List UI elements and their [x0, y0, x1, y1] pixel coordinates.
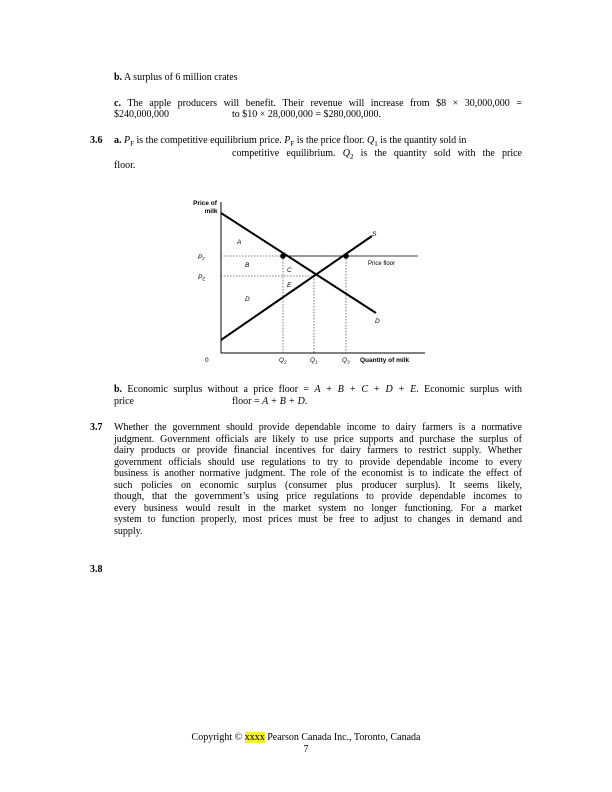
- area-b-label: B: [245, 262, 250, 269]
- pf-tick-label: $P_F$: [198, 254, 206, 262]
- page-number: 7: [303, 744, 309, 755]
- q37-line: government officials should use regulations to try to provide dependable income to every: [114, 456, 522, 468]
- q36-b-line1: [114, 384, 522, 396]
- answer-b: [114, 72, 238, 84]
- q37-line: though, that the government’s using price regulations to provide dependable incomes to: [114, 491, 522, 502]
- origin-label: 0: [205, 357, 209, 364]
- q36-b-line2a: price: [114, 396, 134, 407]
- q37-line: system to function properly, most prices must be free to adjust to changes in demand and: [114, 514, 522, 525]
- q36-b-text-3: floor =: [232, 396, 263, 407]
- y-axis-title-line2: milk: [204, 208, 218, 215]
- q1-tick-label: $Q_1$: [310, 357, 318, 365]
- floor-demand-point: [280, 253, 286, 259]
- answer-c-line2b: to $10 × 28,000,000 = $280,000,000.: [232, 109, 382, 120]
- q36-b-formula-2: A + B + D: [262, 396, 305, 407]
- q37-line: business is another normative judgment. The role of the economist is to indicate the effect of: [114, 468, 522, 479]
- q37-line: such policies on economic surplus (consumer plus producer surplus). It seems likely,: [114, 479, 522, 491]
- q36-a-line2: [232, 148, 522, 164]
- answer-c-line1: [114, 98, 522, 110]
- q2-tick-label: $Q_2$: [279, 357, 287, 365]
- answer-c-text: The apple producers will benefit. Their revenue will increase from $8 × 30,000,000 =: [127, 98, 522, 109]
- q36-b-text-2: . Economic surplus with: [416, 384, 523, 395]
- y-axis-title-line1: Price of: [193, 200, 217, 207]
- demand-label: D: [375, 318, 380, 325]
- q36-a-text-2: is the price floor.: [294, 135, 368, 146]
- q37-line: every business would result in the market system no longer functioning. For a market: [114, 502, 522, 514]
- area-c-label: C: [287, 267, 292, 274]
- answer-c-line2a: $240,000,000: [114, 109, 169, 120]
- q36-a-text-4: competitive equilibrium.: [232, 148, 343, 159]
- area-a-label: A: [237, 239, 242, 246]
- q36-a-text-1: is the competitive equilibrium price.: [134, 135, 285, 146]
- floor-supply-point: [343, 253, 349, 259]
- area-d-label: D: [245, 296, 250, 303]
- question-number-3-6: 3.6: [90, 135, 103, 146]
- symbol-pf: P: [284, 135, 291, 146]
- supply-curve: [221, 236, 372, 340]
- question-number-3-7: 3.7: [90, 422, 103, 433]
- q37-line: supply.: [114, 525, 143, 537]
- answer-b-label: b.: [114, 72, 123, 83]
- q36-a-line3: floor.: [114, 160, 136, 171]
- symbol-q2: Q: [342, 148, 350, 159]
- q37-line: judgment. Government officials are likely to use price supports and purchase the surplus of: [114, 433, 522, 445]
- q3-tick-label: $Q_3$: [342, 357, 350, 365]
- q36-a-text-5: is the quantity sold with the price: [353, 148, 522, 159]
- q36-a-text-3: is the quantity sold in: [377, 135, 467, 146]
- symbol-q1: Q: [367, 135, 375, 146]
- symbol-pe: P: [124, 135, 131, 146]
- price-floor-diagram: [180, 192, 440, 372]
- answer-b-text: A surplus of 6 million crates: [124, 72, 238, 83]
- symbol-q1-sub: 1: [374, 140, 378, 148]
- q36-a-label: a.: [114, 135, 122, 146]
- q37-line: Whether the government should provide dependable income to dairy farmers is a normative: [114, 422, 522, 433]
- area-e-label: E: [287, 282, 292, 289]
- q37-paragraph: [114, 422, 522, 537]
- q36-b-line2b: [232, 396, 307, 408]
- q37-line: dairy products or provide financial incentives for dairy farmers to restrict supply. Whether: [114, 445, 522, 456]
- symbol-pe-sub: F: [130, 140, 135, 148]
- symbol-q2-sub: 2: [349, 153, 354, 161]
- q36-b-text-1: Economic surplus without a price floor =: [127, 384, 315, 395]
- q36-b-text-4: .: [304, 396, 308, 407]
- x-axis-title: Quantity of milk: [360, 357, 410, 364]
- pe-tick-label: $P_E$: [198, 274, 206, 282]
- footer-copyright: [0, 732, 612, 744]
- q36-b-label: b.: [114, 384, 123, 395]
- copyright-year-highlight: xxxx: [244, 732, 265, 743]
- supply-label: S: [372, 231, 377, 238]
- q36-b-formula-1: A + B + C + D + E: [314, 384, 417, 395]
- answer-c-label: c.: [114, 98, 121, 109]
- symbol-pf-sub: F: [290, 140, 295, 148]
- copyright-suffix: Pearson Canada Inc., Toronto, Canada: [267, 732, 421, 743]
- question-number-3-8: 3.8: [90, 564, 103, 575]
- price-floor-label: Price floor: [368, 261, 396, 267]
- copyright-prefix: Copyright ©: [191, 732, 243, 743]
